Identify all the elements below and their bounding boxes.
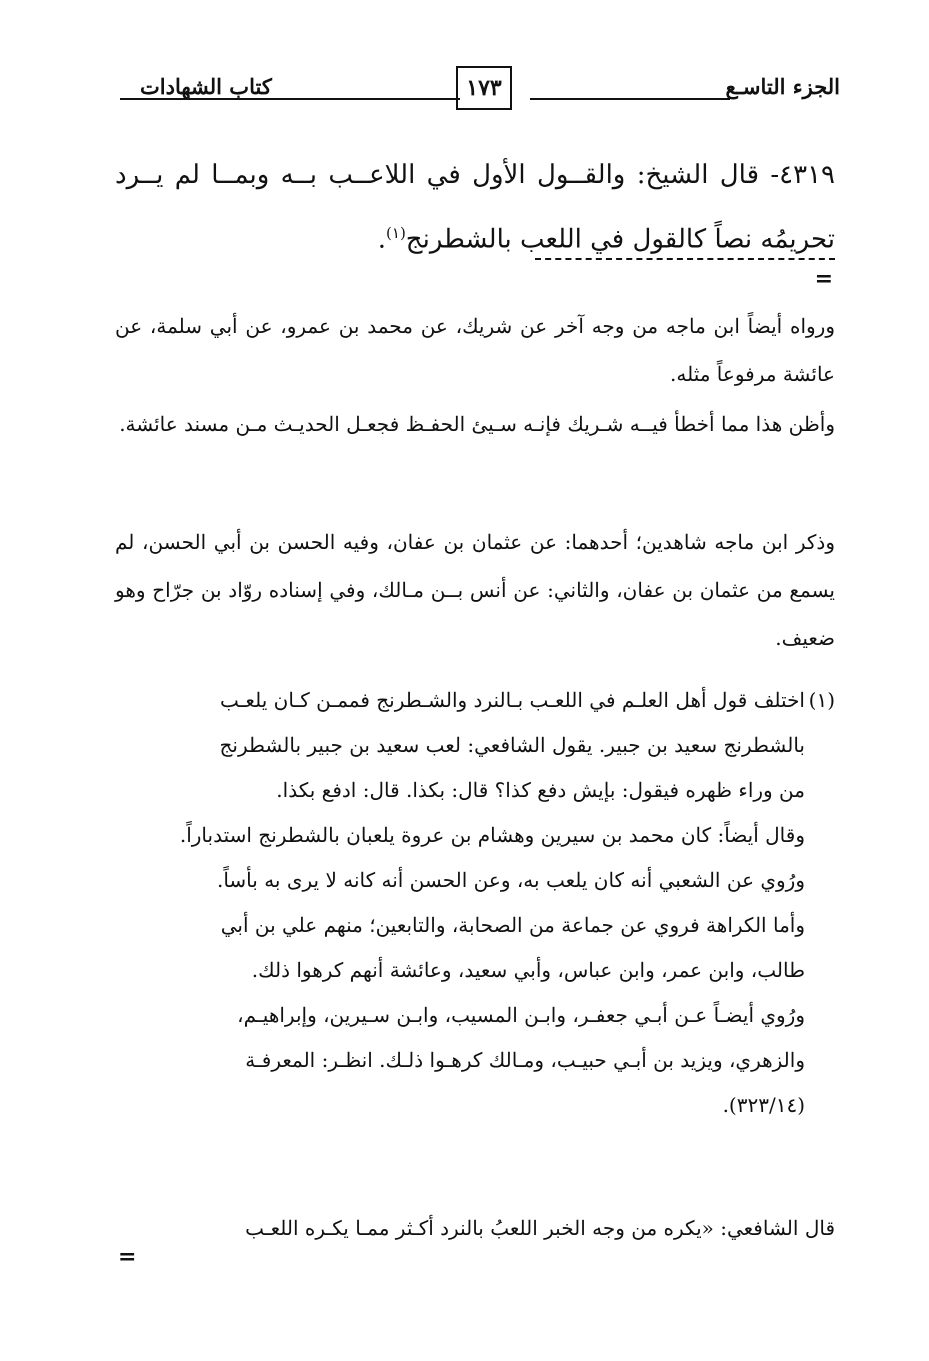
footnote-1-line: طالب، وابن عمر، وابن عباس، وأبي سعيد، وعائشة أنهم كرهوا ذلك. — [251, 958, 805, 982]
prev-footnote-paragraph-3: وذكر ابن ماجه شاهدين؛ أحدهما: عن عثمان بن عفان، وفيه الحسن بن أبي الحسن، لم يسمع من عثمان بن عفان، والثاني: عن أنس بــن مـالك، وفي إسناده روّاد بن جرّاح وهو ضعيف. — [115, 530, 835, 650]
page-number: ١٧٣ — [456, 66, 512, 110]
footnote-1 — [115, 678, 835, 1128]
footnote-1-line: وأما الكراهة فروي عن جماعة من الصحابة، والتابعين؛ منهم علي بن أبي — [220, 913, 805, 937]
header-rule-left — [120, 98, 460, 100]
footnote-reference: (١) — [386, 224, 406, 242]
main-text: ٤٣١٩- قال الشيخ: والقــول الأول في اللاعــب بــه وبمــا لم يــرد تحريمُه نصاً كالقول في اللعب بالشطرنج — [115, 160, 835, 255]
footnote-1-line: ورُوي عن الشعبي أنه كان يلعب به، وعن الحسن أنه كانه لا يرى به بأساً. — [216, 868, 805, 892]
header-rule-right — [530, 98, 730, 100]
footnote-1-number: (١) — [808, 688, 835, 712]
main-text-end: . — [377, 224, 387, 255]
footnote-1-line: (١)اختلف قول أهل العلـم في اللعـب بـالنرد والشـطرنج فممـن كـان يلعـب — [115, 678, 835, 723]
prev-footnote-paragraph-1: ورواه أيضاً ابن ماجه من وجه آخر عن شريك، عن محمد بن عمرو، عن أبي سلمة، عن عائشة مرفوعاً مثله. — [115, 314, 835, 386]
footnote-1-line: بالشطرنج سعيد بن جبير. يقول الشافعي: لعب سعيد بن جبير بالشطرنج — [219, 733, 805, 757]
next-footnote-line: قال الشافعي: «يكره من وجه الخبر اللعبُ بالنرد أكـثر ممـا يكـره اللعـب — [245, 1216, 835, 1240]
continuation-mark-bottom: = — [118, 1244, 137, 1270]
volume-title: الجزء التاسـع — [725, 74, 840, 99]
book-title: كتاب الشهادات — [140, 74, 272, 99]
footnote-1-line: من وراء ظهره فيقول: بإيش دفع كذا؟ قال: بكذا. قال: ادفع بكذا. — [276, 778, 805, 802]
main-paragraph — [115, 146, 835, 269]
footnote-1-line: والزهري، ويزيد بن أبـي حبيـب، ومـالك كرهـوا ذلـك. انظـر: المعرفـة — [245, 1048, 805, 1072]
footnote-1-line: (٣٢٣/١٤). — [722, 1093, 805, 1117]
prev-footnote-paragraph-2: وأظن هذا مما أخطأ فيــه شـريك فإنـه سـيئ الحفـظ فجعـل الحديـث مـن مسند عائشة. — [119, 412, 835, 436]
page-header — [120, 62, 840, 122]
continuation-mark-top: = — [814, 266, 833, 292]
footnote-1-line: وقال أيضاً: كان محمد بن سيرين وهشام بن عروة يلعبان بالشطرنج استدباراً. — [179, 823, 805, 847]
footnote-1-line: ورُوي أيضـاً عـن أبـي جعفـر، وابـن المسيب، وابـن سـيرين، وإبراهيـم، — [237, 1003, 805, 1027]
footnote-separator — [535, 258, 835, 260]
